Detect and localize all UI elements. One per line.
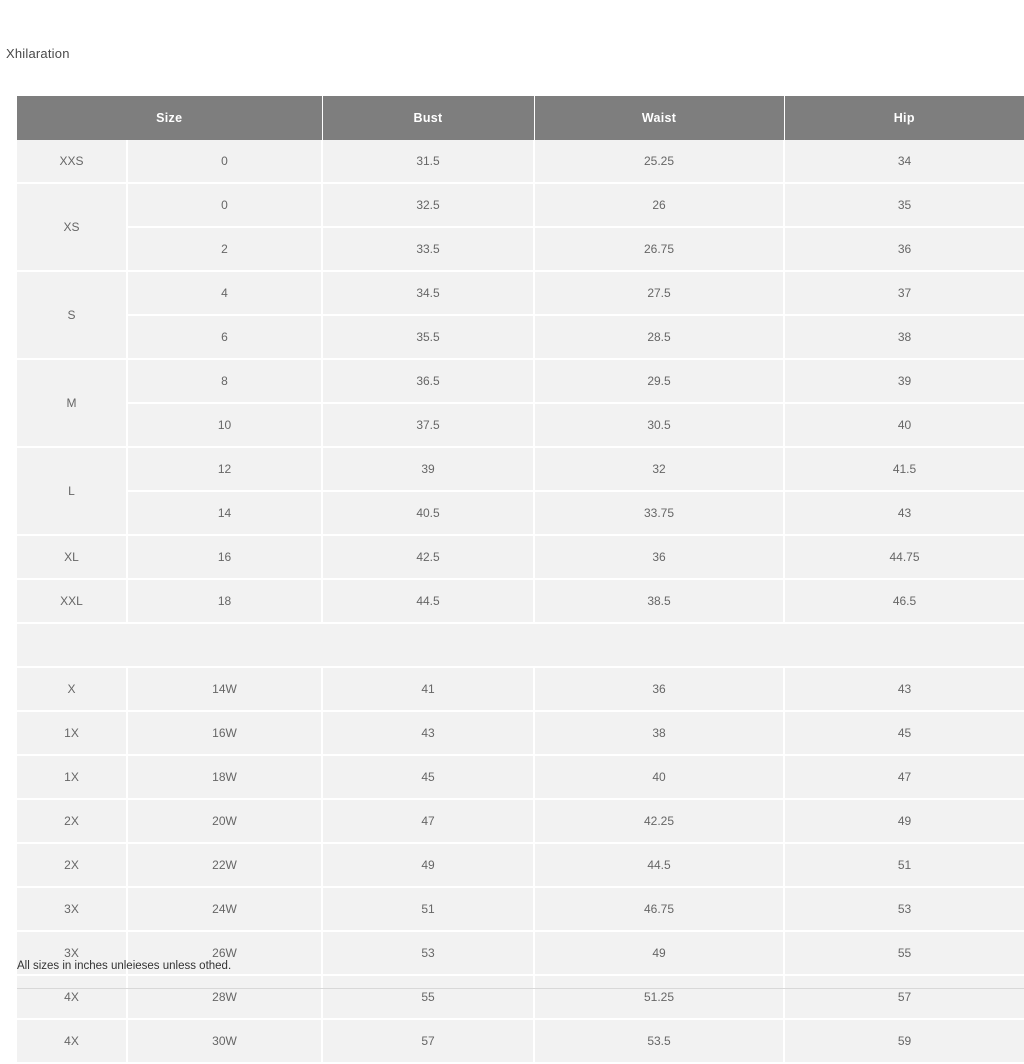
cell-size-letter: 1X [17,755,127,799]
spacer-cell [17,623,1024,667]
cell-size-number: 8 [127,359,322,403]
cell-bust: 44.5 [322,579,534,623]
cell-waist: 30.5 [534,403,784,447]
cell-size-letter: X [17,667,127,711]
cell-waist: 46.75 [534,887,784,931]
cell-waist: 53.5 [534,1019,784,1063]
cell-size-number: 10 [127,403,322,447]
cell-size-letter: XL [17,535,127,579]
table-row [17,140,1024,183]
cell-size-letter: XXS [17,140,127,183]
cell-hip: 41.5 [784,447,1024,491]
cell-waist: 32 [534,447,784,491]
cell-size-letter: S [17,271,127,359]
cell-size-number: 16 [127,535,322,579]
table-section-spacer [17,623,1024,667]
cell-bust: 53 [322,931,534,975]
cell-bust: 45 [322,755,534,799]
cell-size-number: 22W [127,843,322,887]
cell-size-number: 0 [127,183,322,227]
cell-hip: 53 [784,887,1024,931]
table-row [17,755,1024,799]
cell-size-number: 30W [127,1019,322,1063]
cell-waist: 40 [534,755,784,799]
footnote: All sizes in inches unleieses unless othed. [17,960,232,972]
cell-size-number: 0 [127,140,322,183]
cell-size-number: 26W [127,931,322,975]
bottom-divider [17,988,1024,989]
cell-size-letter: XS [17,183,127,271]
cell-size-number: 12 [127,447,322,491]
table-row [17,403,1024,447]
cell-waist: 27.5 [534,271,784,315]
cell-bust: 36.5 [322,359,534,403]
cell-size-number: 14W [127,667,322,711]
cell-size-number: 18W [127,755,322,799]
cell-size-letter: XXL [17,579,127,623]
table-row [17,975,1024,1019]
column-header-waist: Waist [534,96,784,140]
cell-size-letter: 3X [17,931,127,975]
cell-waist: 36 [534,667,784,711]
table-row [17,887,1024,931]
cell-waist: 36 [534,535,784,579]
cell-bust: 41 [322,667,534,711]
table-row [17,667,1024,711]
column-header-size: Size [17,96,322,140]
cell-hip: 55 [784,931,1024,975]
cell-size-number: 2 [127,227,322,271]
cell-size-number: 20W [127,799,322,843]
cell-bust: 34.5 [322,271,534,315]
table-body-plus [17,623,1024,1063]
cell-size-letter: 3X [17,887,127,931]
table-row [17,843,1024,887]
cell-hip: 36 [784,227,1024,271]
cell-hip: 47 [784,755,1024,799]
cell-waist: 42.25 [534,799,784,843]
table-row [17,535,1024,579]
column-header-hip: Hip [784,96,1024,140]
table-row [17,227,1024,271]
cell-bust: 55 [322,975,534,1019]
table-body-standard [17,140,1024,623]
header-row [17,96,1024,140]
cell-hip: 43 [784,667,1024,711]
cell-hip: 35 [784,183,1024,227]
cell-size-number: 14 [127,491,322,535]
table-row [17,447,1024,491]
cell-bust: 43 [322,711,534,755]
cell-size-letter: 2X [17,799,127,843]
cell-size-letter: L [17,447,127,535]
cell-hip: 40 [784,403,1024,447]
cell-size-number: 4 [127,271,322,315]
table-header [17,96,1024,140]
table-row [17,711,1024,755]
cell-bust: 32.5 [322,183,534,227]
cell-size-letter: 4X [17,975,127,1019]
cell-hip: 44.75 [784,535,1024,579]
cell-hip: 46.5 [784,579,1024,623]
cell-waist: 44.5 [534,843,784,887]
cell-waist: 26.75 [534,227,784,271]
cell-hip: 49 [784,799,1024,843]
cell-hip: 39 [784,359,1024,403]
cell-bust: 40.5 [322,491,534,535]
table-row [17,491,1024,535]
cell-size-letter: M [17,359,127,447]
cell-bust: 39 [322,447,534,491]
cell-waist: 29.5 [534,359,784,403]
cell-bust: 57 [322,1019,534,1063]
cell-waist: 26 [534,183,784,227]
size-chart-table [17,96,1024,1064]
cell-hip: 37 [784,271,1024,315]
cell-bust: 37.5 [322,403,534,447]
page-title: Xhilaration [6,46,70,61]
cell-size-letter: 1X [17,711,127,755]
cell-size-number: 18 [127,579,322,623]
cell-waist: 51.25 [534,975,784,1019]
cell-bust: 47 [322,799,534,843]
cell-waist: 38.5 [534,579,784,623]
table-row [17,315,1024,359]
cell-bust: 33.5 [322,227,534,271]
cell-hip: 51 [784,843,1024,887]
cell-size-number: 16W [127,711,322,755]
cell-hip: 57 [784,975,1024,1019]
cell-hip: 34 [784,140,1024,183]
cell-size-number: 28W [127,975,322,1019]
cell-bust: 49 [322,843,534,887]
cell-waist: 28.5 [534,315,784,359]
cell-size-number: 6 [127,315,322,359]
cell-hip: 45 [784,711,1024,755]
column-header-bust: Bust [322,96,534,140]
cell-hip: 43 [784,491,1024,535]
cell-hip: 59 [784,1019,1024,1063]
size-chart-table-wrapper [17,96,1024,1064]
cell-bust: 35.5 [322,315,534,359]
cell-bust: 51 [322,887,534,931]
cell-waist: 33.75 [534,491,784,535]
cell-waist: 25.25 [534,140,784,183]
table-row [17,1019,1024,1063]
table-row [17,579,1024,623]
cell-bust: 42.5 [322,535,534,579]
cell-size-letter: 4X [17,1019,127,1063]
cell-size-number: 24W [127,887,322,931]
cell-waist: 49 [534,931,784,975]
cell-waist: 38 [534,711,784,755]
cell-size-letter: 2X [17,843,127,887]
table-row [17,359,1024,403]
table-row [17,799,1024,843]
cell-hip: 38 [784,315,1024,359]
table-row [17,271,1024,315]
table-row [17,183,1024,227]
cell-bust: 31.5 [322,140,534,183]
